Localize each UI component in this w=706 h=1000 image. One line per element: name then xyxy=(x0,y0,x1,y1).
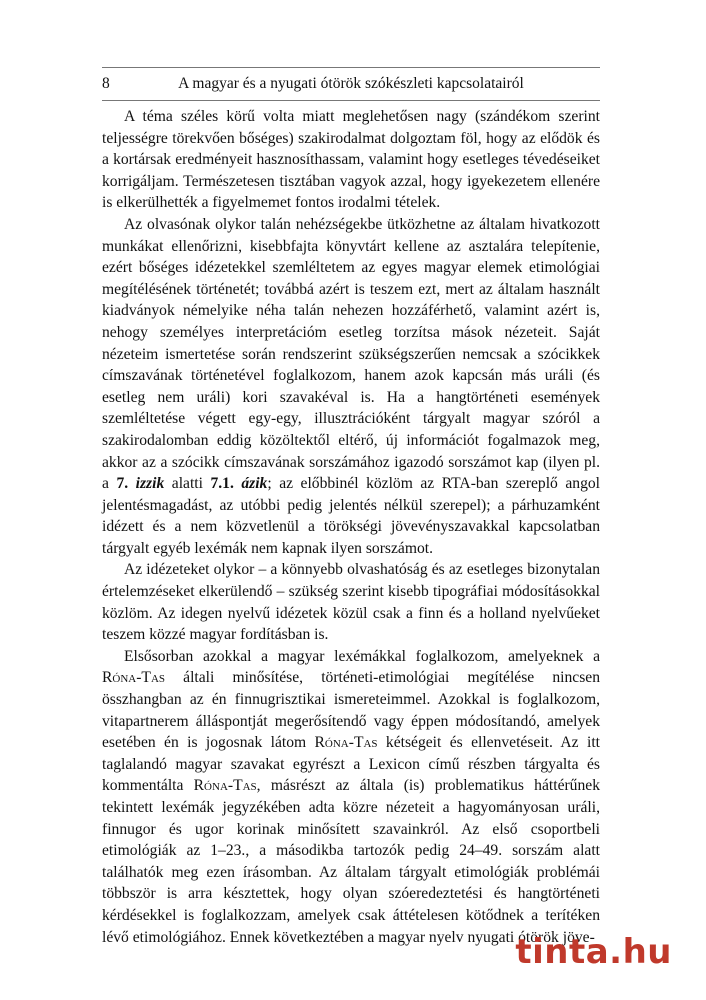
paragraph-1: A téma széles körű volta miatt meglehetősen nagy (szándékom szerint teljességre törekvően bőséges) szakirodalmat dolgoztam föl, hogy az elődök és a kortársak eredményeit hasznosíthassam, valamint hogy esetleges tévedéseiket korrigáljam. Természetesen tisztában vagyok azzal, hogy igyekezetem ellenére is elkerülhették a figyelmemet fontos irodalmi tételek. xyxy=(102,108,600,212)
header-rule-top xyxy=(102,67,600,68)
author-name: Róna-Tas xyxy=(193,777,257,795)
running-title: A magyar és a nyugati ótörök szókészleti kapcsolatairól xyxy=(178,75,524,92)
p4-text-d: , másrészt az általa (is) problematikus háttérűnek tekintett lexémák jegyzékében adta közre nézeteit a hagyományosan uráli, finnugor és ugor korinak minősített szavainkról. Az első csoportbeli etimológiák az 1–23., a másodikba tartozók pedig 24–49. sorszám alatt találhatók meg ezen írásomban. Az általam tárgyalt etimológiák problémái többször is arra késztettek, hogy olyan szóeredeztetési és hangtörténeti kérdésekkel is foglalkozzam, amelyek csak áttételesen kötődnek a terítéken lévő etimológiához. Ennek következtében a magyar nyelv nyugati ótörök jöve- xyxy=(102,777,600,946)
page-number: 8 xyxy=(102,75,110,92)
author-name: Róna-Tas xyxy=(102,669,166,687)
entry-word-izzik: izzik xyxy=(135,475,165,493)
paragraph-4 xyxy=(102,646,600,948)
paragraph-2 xyxy=(102,214,600,560)
running-header xyxy=(102,74,600,94)
p2-text-a: Az olvasónak olykor talán nehézségekbe ütközhetne az általam hivatkozott munkákat ellenőrizni, kisebbfajta könyvtárt kellene az asztalára telepítenie, ezért bőséges idézetekkel szemléltetem az egyes magyar elemek etimológiai megítélésének történetét; továbbá azért is teszem ezt, mert az általam használt kiadványok némelyike néha talán nehezen hozzáférhető, valamint azért is, nehogy személyes interpretációm esetleg torzítsa mások nézeteit. Saját nézeteim ismertetése során rendszerint szükségszerűen nemcsak a szócikkek címszavának történetével foglalkozom, hanem azok kapcsán más uráli (és esetleg nem uráli) kori szavakéval is. Ha a hangtörténeti események szemléltetése végett egy-egy, illusztrációként tárgyalt magyar szóról a szakirodalomban eddig közöltektől eltérő, új információt fogalmazok meg, akkor az a szócikk címszavának sorszámához igazodó sorszámot kap (ilyen pl. a xyxy=(102,215,600,493)
p2-text-c: alatti xyxy=(164,475,211,493)
entry-number-7: 7. xyxy=(116,475,129,493)
p4-text-b: általi minősítése, történeti-etimológiai megítélése nincsen összhangban az én finnugrisztikai ismereteimmel. Azokkal is foglalkozom, vitapartnerem álláspontját megerősítendő vagy éppen módosítandó, amelyek esetében én is jogosnak látom xyxy=(102,669,600,752)
paragraph-3: Az idézeteket olykor – a könnyebb olvashatóság és az esetleges bizonytalan értelemzéseket elkerülendő – szükség szerint kisebb tipográfiai módosításokkal közlöm. Az idegen nyelvű idézetek közül csak a finn és a holland nyelvűeket teszem közzé magyar fordításban is. xyxy=(102,561,600,644)
entry-word-azik: ázik xyxy=(241,475,268,493)
entry-number-7-1: 7.1. xyxy=(210,475,234,493)
p2-text-e: ; az előbbinél közlöm az RTA-ban szereplő angol jelentésmagadást, az utóbbi pedig jelentés nélkül szerepel); a párhuzamként idézett és a nem közvetlenül a törökségi jövevényszavakkal kapcsolatban tárgyalt egyéb lexémák nem kapnak ilyen sorszámot. xyxy=(102,475,601,557)
author-name: Róna-Tas xyxy=(314,734,378,752)
watermark-logo: tinta.hu xyxy=(515,932,672,972)
p4-text-a: Elsősorban azokkal a magyar lexémákkal foglalkozom, amelyeknek a xyxy=(124,647,600,665)
body-text xyxy=(102,106,600,948)
p4-text-c: kétségeit és ellenvetéseit. Az itt taglalandó magyar szavakat egyrészt a Lexicon című részben tárgyalta és kommentálta xyxy=(102,734,600,795)
header-rule-bottom xyxy=(102,100,600,101)
